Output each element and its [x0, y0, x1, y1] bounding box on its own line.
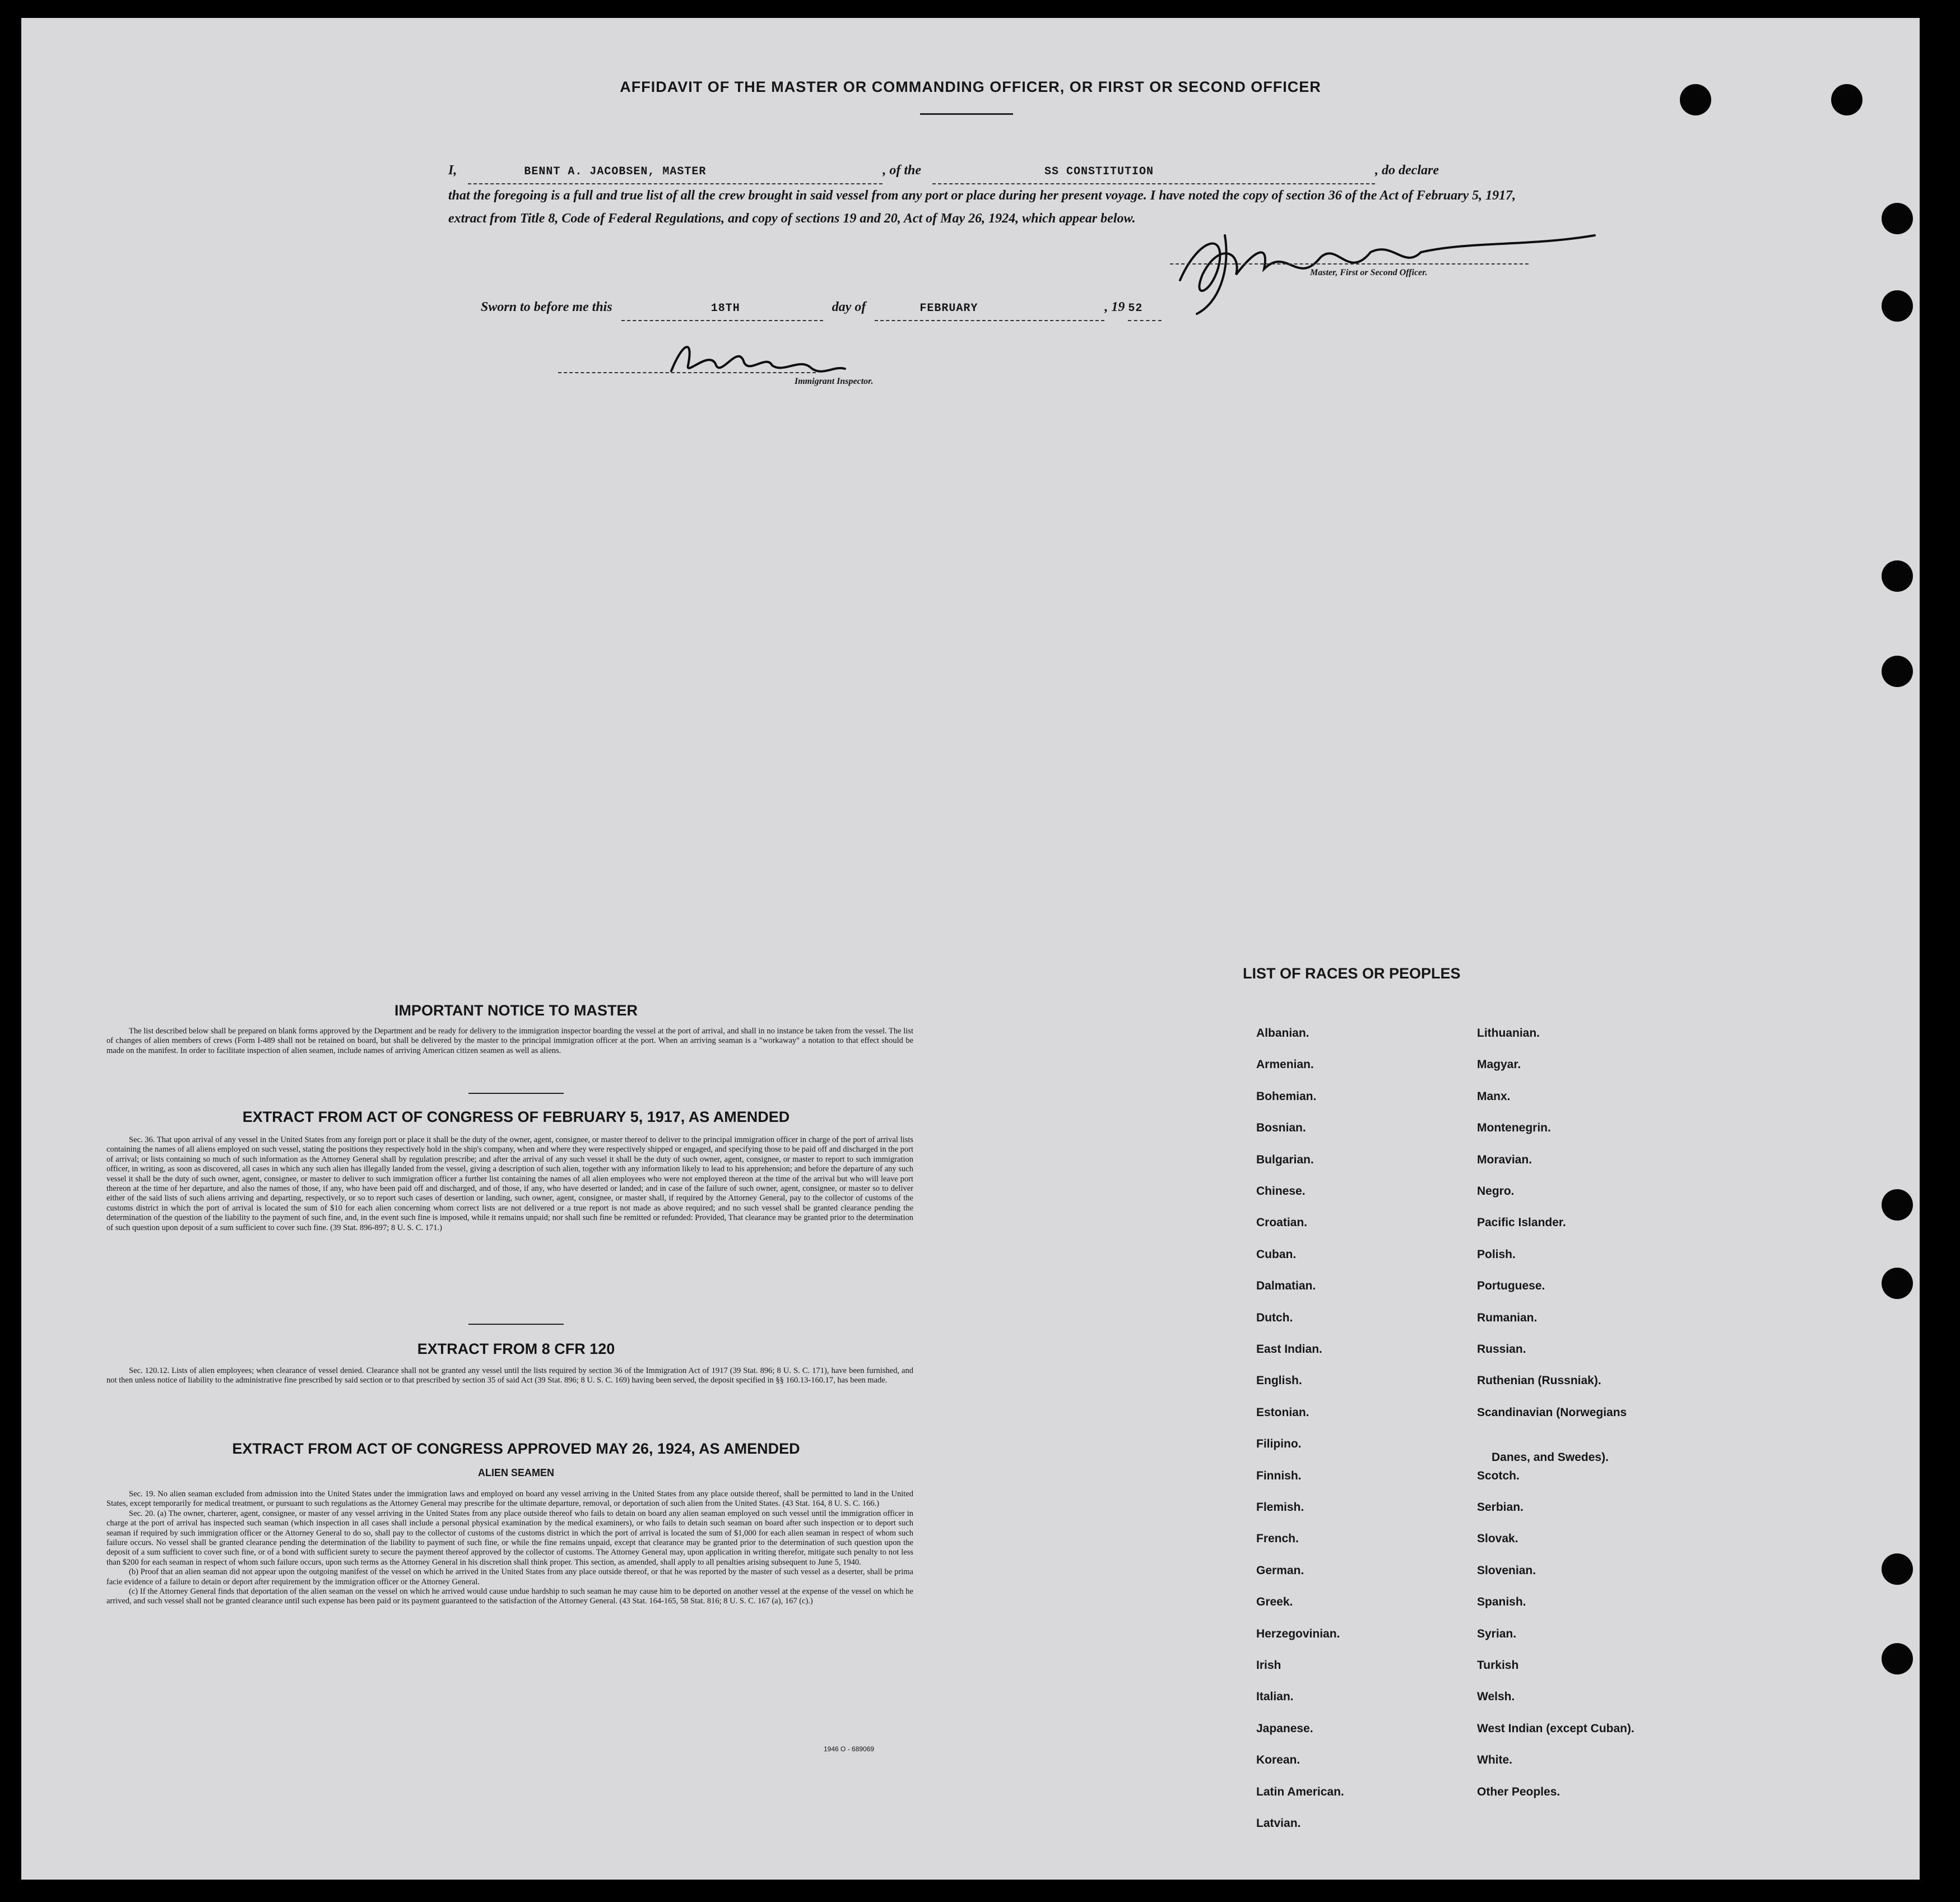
sworn-line — [481, 296, 1321, 321]
race-item: Bohemian. — [1256, 1089, 1317, 1103]
notice-title: IMPORTANT NOTICE TO MASTER — [394, 1002, 638, 1019]
extract-1917-text — [106, 1135, 913, 1233]
race-item: Bulgarian. — [1256, 1153, 1314, 1166]
race-item: Polish. — [1477, 1247, 1516, 1261]
sec-20c-paragraph: (c) If the Attorney General finds that deportation of the alien seaman on the vessel on which he arrived would cause undue hardship to such seaman he may cause him to be deported on another vessel at the expense of the vessel on which he arrived, and such vessel shall not be granted clearance until such expense has been paid or its payment guaranteed to the satisfaction of the Attorney General. (43 Stat. 164-165, 58 Stat. 816; 8 U. S. C. 167 (a), 167 (c).) — [106, 1587, 913, 1606]
race-item: West Indian (except Cuban). — [1477, 1722, 1634, 1735]
race-item: Albanian. — [1256, 1027, 1309, 1040]
title-divider — [920, 113, 1013, 115]
master-name-field[interactable] — [468, 159, 883, 184]
race-item: Negro. — [1477, 1185, 1515, 1198]
race-item: Latvian. — [1256, 1817, 1301, 1830]
inspector-signature-line — [558, 372, 816, 373]
sworn-year-field[interactable] — [1128, 296, 1162, 321]
race-item: Dalmatian. — [1256, 1279, 1316, 1293]
year-prefix: , 19 — [1104, 300, 1125, 314]
punch-hole — [1680, 84, 1711, 115]
race-item: Slovenian. — [1477, 1564, 1536, 1577]
race-item: Spanish. — [1477, 1595, 1526, 1609]
punch-hole — [1882, 560, 1913, 592]
race-item: East Indian. — [1256, 1343, 1322, 1356]
sworn-label: Sworn to before me this — [481, 300, 612, 314]
race-item: Portuguese. — [1477, 1279, 1545, 1293]
punch-hole — [1882, 1268, 1913, 1299]
punch-hole — [1882, 1189, 1913, 1221]
extract-cfr-title: EXTRACT FROM 8 CFR 120 — [417, 1340, 615, 1357]
sworn-month-value: FEBRUARY — [919, 302, 978, 315]
alien-seamen-subtitle: ALIEN SEAMEN — [477, 1467, 554, 1478]
race-item: Estonian. — [1256, 1405, 1309, 1419]
sec-20b-paragraph: (b) Proof that an alien seaman did not appear upon the outgoing manifest of the vessel on which he arrived in the United States from any place outside thereof, or that he was reported by the master of such vessel as a deserter, shall be prima facie evidence of a failure to detain or deport after requirement by the immigration officer or the Attorney General. — [106, 1567, 913, 1586]
race-item: Danes, and Swedes). — [1492, 1451, 1609, 1464]
sworn-day-field[interactable] — [621, 296, 823, 321]
extract-1917-divider — [468, 1324, 564, 1325]
sec-120-paragraph: Sec. 120.12. Lists of alien employees; when clearance of vessel denied. Clearance shall not be granted any vessel until the lists required by section 36 of the Immigration Act of 1917 (39 Stat. 896; 8 U. S. C. 171), have been furnished, and not then unless notice of liability to the administrative fine prescribed by said section or to that prescribed by section 35 of said Act (39 Stat. 896; 8 U. S. C. 169) having been served, the deposit specified in §§ 160.13-160.17, has been made. — [106, 1366, 913, 1385]
race-item: Dutch. — [1256, 1311, 1293, 1324]
sec-20a-paragraph: Sec. 20. (a) The owner, charterer, agent, consignee, or master of any vessel arriving in the United States from any place outside thereof who fails to detain on board any alien seaman employed on such vessel until the immigration officer in charge at the port of arrival has inspected such seaman (which inspection in all cases shall include a personal physical examination by the medical examiners), or who fails to detain such seaman on board after such inspection or to deport such seaman if required by such immigration officer or the Attorney General to do so, shall pay to the collector of customs of the customs district in which the port of arrival is located the sum of $1,000 for each alien seaman in respect of whom such failure occurs. No vessel shall be granted clearance pending the determination of the liability to payment of such fine, or while the fine remains unpaid, except that clearance may be granted prior to the determination of such question upon the deposit of a sum sufficient to cover such fine, or of a bond with sufficient surety to secure the payment thereof approved by the collector of customs. The Attorney General may, upon application in writing therefor, mitigate such penalty to not less than $200 for each seaman in respect of whom such failure occurs, upon such terms as the Attorney General in his discretion shall think proper. This section, as amended, shall apply to all penalties arising subsequent to June 5, 1940. — [106, 1509, 913, 1567]
race-item: Japanese. — [1256, 1722, 1313, 1735]
race-item: Pacific Islander. — [1477, 1216, 1566, 1230]
sec-36-paragraph: Sec. 36. That upon arrival of any vessel in the United States from any foreign port or place it shall be the duty of the owner, agent, consignee, or master thereof to deliver to the principal immigration officer in charge of the port of arrival lists containing the names of all aliens employed on such vessel, stating the positions they respectively hold in the ship's company, when and where they were respectively shipped or engaged, and specifying those to be paid off and discharged in the port of arrival; or lists containing so much of such information as the Attorney General shall by regulation prescribe; and after the arrival of any such vessel it shall be the duty of such owner, agent, consignee, or master to report to such immigration officer, in writing, as soon as discovered, all cases in which any such alien has illegally landed from the vessel, giving a description of such alien, together with any information likely to lead to his apprehension; and before the departure of any such vessel it shall be the duty of such owner, agent, consignee, or master to deliver to such immigration officer a further list containing the names of all alien employees who were not employed thereon at the time of the arrival but who will leave port thereon at the time of her departure, and also the names of those, if any, who have been paid off and discharged, and of those, if any, who have deserted or landed; and in case of the failure of such owner, agent, consignee, or master so to deliver either of the said lists of such aliens arriving and departing, respectively, or so to report such cases of desertion or landing, such owner, agent, consignee, or master shall, if required by the Attorney General, pay to the collector of customs of the customs district in which the port of arrival is located the sum of $10 for each alien concerning whom correct lists are not delivered or a true report is not made as above required; and no such vessel shall be granted clearance pending the determination of the question of the liability to the payment of such fine, and, in the event such fine is imposed, while it remains unpaid; nor shall such fine be remitted or refunded: Provided, That clearance may be granted prior to the determination of such question upon deposit of a sum sufficient to cover such fine. (39 Stat. 896-897; 8 U. S. C. 171.) — [106, 1135, 913, 1232]
inspector-caption: Immigrant Inspector. — [795, 377, 874, 386]
race-item: Manx. — [1477, 1089, 1511, 1103]
race-item: Cuban. — [1256, 1247, 1297, 1261]
punch-hole — [1882, 1553, 1913, 1585]
declaration-text: that the foregoing is a full and true list of all the crew brought in said vessel from any port or place during her present voyage. I have noted the copy of section 36 of the Act of February 5, 1917, extract from Title 8, Code of Federal Regulations, and copy of sections 19 and 20, Act of May 26, 1924, which appear below. — [448, 188, 1516, 226]
sworn-day-value: 18TH — [710, 302, 740, 315]
race-item: Slovak. — [1477, 1532, 1518, 1546]
race-item: Syrian. — [1477, 1627, 1517, 1640]
sec-19-paragraph: Sec. 19. No alien seaman excluded from admission into the United States under the immigration laws and employed on board any vessel arriving in the United States from any place outside thereof, shall be permitted to land in the United States, except temporarily for medical treatment, or pursuant to such regulations as the Attorney General may prescribe for the ultimate departure, removal, or deportation of such alien from the United States. (43 Stat. 164, 8 U. S. C. 166.) — [106, 1490, 913, 1509]
race-item: English. — [1256, 1374, 1302, 1388]
race-item: Scotch. — [1477, 1469, 1520, 1482]
race-item: Finnish. — [1256, 1469, 1302, 1482]
extract-1924-text — [106, 1490, 913, 1607]
race-item: Russian. — [1477, 1343, 1526, 1356]
master-caption: Master, First or Second Officer. — [1310, 268, 1428, 277]
punch-hole — [1882, 656, 1913, 687]
race-item: White. — [1477, 1753, 1512, 1767]
i-label: I, — [448, 163, 457, 178]
race-item: Rumanian. — [1477, 1311, 1538, 1324]
race-item: Korean. — [1256, 1753, 1301, 1767]
master-name-value: BENNT A. JACOBSEN, MASTER — [524, 165, 707, 178]
race-item: Ruthenian (Russniak). — [1477, 1374, 1601, 1388]
notice-divider — [468, 1093, 564, 1094]
punch-hole — [1831, 84, 1863, 115]
race-item: Serbian. — [1477, 1501, 1524, 1514]
race-item: Scandinavian (Norwegians — [1477, 1405, 1627, 1419]
print-code: 1946 O - 689069 — [824, 1745, 875, 1753]
document-page — [21, 18, 1920, 1880]
race-item: Latin American. — [1256, 1785, 1344, 1798]
race-item: Flemish. — [1256, 1501, 1304, 1514]
race-item: Bosnian. — [1256, 1121, 1306, 1135]
race-item: Irish — [1256, 1659, 1281, 1672]
race-item: German. — [1256, 1564, 1304, 1577]
sworn-month-field[interactable] — [875, 296, 1104, 321]
inspector-signature — [660, 332, 851, 382]
declaration-first-line — [448, 159, 1530, 184]
punch-hole — [1882, 203, 1913, 234]
race-item: Other Peoples. — [1477, 1785, 1560, 1798]
day-of-label: day of — [832, 300, 866, 314]
sworn-year-value: 52 — [1128, 302, 1143, 315]
race-item: Montenegrin. — [1477, 1121, 1551, 1135]
extract-1924-title: EXTRACT FROM ACT OF CONGRESS APPROVED MAY 26, 1924, AS AMENDED — [232, 1440, 800, 1457]
race-item: Croatian. — [1256, 1216, 1308, 1230]
race-item: Lithuanian. — [1477, 1027, 1540, 1040]
punch-hole — [1882, 290, 1913, 322]
of-the-label: , of the — [883, 163, 922, 178]
punch-hole — [1882, 1643, 1913, 1674]
affidavit-title: AFFIDAVIT OF THE MASTER OR COMMANDING OFFICER, OR FIRST OR SECOND OFFICER — [620, 78, 1321, 95]
race-item: Turkish — [1477, 1659, 1519, 1672]
declare-label: , do declare — [1375, 163, 1439, 178]
notice-paragraph: The list described below shall be prepared on blank forms approved by the Department and be ready for delivery to the immigration inspector boarding the vessel at the port of arrival, and shall in no instance be taken from the vessel. The list of changes of alien members of crews (Form I-489 shall not be retained on board, but shall be delivered by the master to the principal immigration officer at the port. When an arriving seaman is a "workaway" a notation to that effect should be made on the manifest. In order to facilitate inspection of alien seamen, include names of arriving American citizen seamen as well as aliens. — [106, 1027, 913, 1055]
race-item: Chinese. — [1256, 1185, 1306, 1198]
race-item: Greek. — [1256, 1595, 1293, 1609]
race-item: Italian. — [1256, 1690, 1294, 1704]
vessel-name-value: SS CONSTITUTION — [1044, 165, 1154, 178]
race-item: Magyar. — [1477, 1058, 1521, 1071]
master-signature-line — [1170, 263, 1529, 265]
extract-cfr-text — [106, 1366, 913, 1386]
notice-text — [106, 1027, 913, 1056]
races-title: LIST OF RACES OR PEOPLES — [1243, 965, 1461, 982]
race-item: Moravian. — [1477, 1153, 1532, 1166]
race-item: Herzegovinian. — [1256, 1627, 1340, 1640]
vessel-name-field[interactable] — [932, 159, 1375, 184]
race-item: Filipino. — [1256, 1437, 1302, 1451]
race-item: Welsh. — [1477, 1690, 1515, 1704]
extract-1917-title: EXTRACT FROM ACT OF CONGRESS OF FEBRUARY 5, 1917, AS AMENDED — [242, 1108, 790, 1125]
race-item: Armenian. — [1256, 1058, 1314, 1071]
race-item: French. — [1256, 1532, 1299, 1546]
